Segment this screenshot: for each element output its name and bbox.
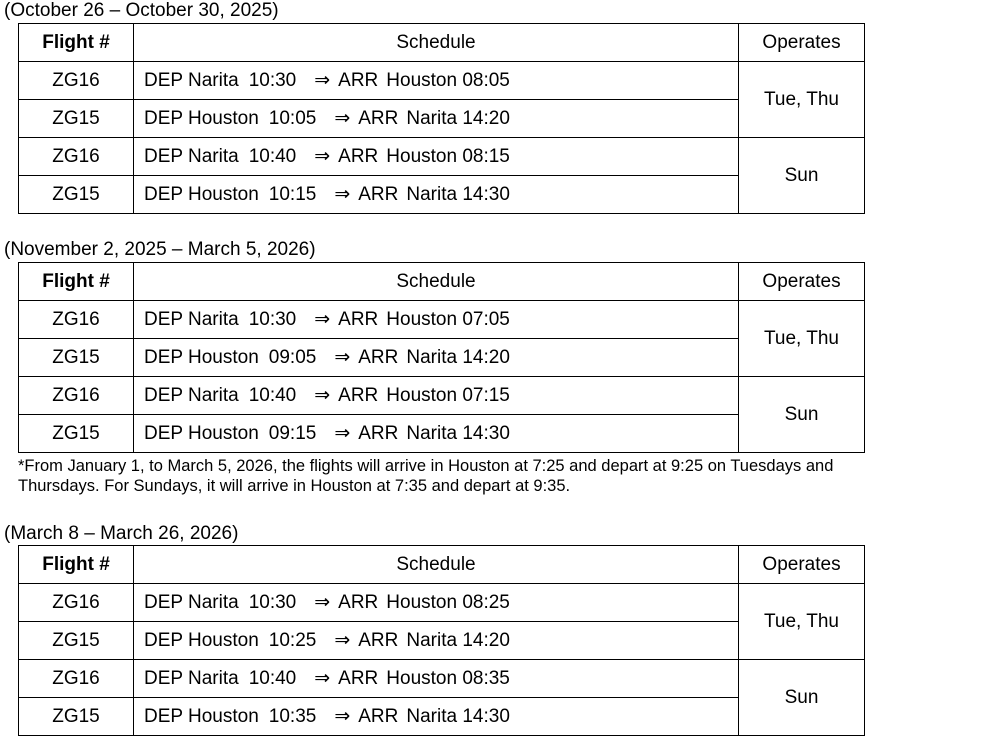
departure-label: DEP Houston	[144, 706, 259, 727]
period-title: (March 8 – March 26, 2026)	[4, 523, 239, 544]
arrow-icon: ⇒	[314, 592, 331, 613]
schedule-column-header: Schedule	[134, 263, 739, 301]
departure-time: 10:25	[268, 630, 317, 651]
table-row	[19, 176, 865, 214]
table-header-row	[19, 24, 865, 62]
schedule-cell	[134, 660, 739, 698]
arrow-icon: ⇒	[334, 108, 351, 129]
arrow-icon: ⇒	[314, 668, 331, 689]
operates-column-header: Operates	[739, 24, 865, 62]
departure-time: 10:30	[248, 592, 297, 613]
operates-days: Tue, Thu	[739, 584, 865, 660]
table-row	[19, 660, 865, 698]
departure-label: DEP Houston	[144, 630, 259, 651]
arrow-icon: ⇒	[314, 309, 331, 330]
period-title: (November 2, 2025 – March 5, 2026)	[4, 239, 316, 260]
departure-label: DEP Houston	[144, 184, 259, 205]
arrival-city-time: Houston 08:05	[386, 70, 510, 91]
flight-number: ZG16	[19, 301, 134, 339]
flight-number: ZG16	[19, 377, 134, 415]
table-row	[19, 138, 865, 176]
schedule-cell	[134, 377, 739, 415]
schedule-cell	[134, 339, 739, 377]
flight-column-header: Flight #	[19, 263, 134, 301]
departure-time: 10:30	[248, 309, 297, 330]
operates-days: Sun	[739, 660, 865, 736]
arrow-icon: ⇒	[334, 630, 351, 651]
schedule-column-header: Schedule	[134, 24, 739, 62]
operates-days: Sun	[739, 377, 865, 453]
arrival-label: ARR	[338, 309, 379, 330]
table-header-row	[19, 546, 865, 584]
arrival-city-time: Narita 14:30	[406, 184, 510, 205]
table-row	[19, 698, 865, 736]
departure-time: 10:30	[248, 70, 297, 91]
departure-label: DEP Narita	[144, 385, 239, 406]
departure-time: 10:05	[268, 108, 317, 129]
arrow-icon: ⇒	[334, 423, 351, 444]
flight-number: ZG16	[19, 584, 134, 622]
flight-number: ZG16	[19, 138, 134, 176]
schedule-cell	[134, 62, 739, 100]
flight-number: ZG15	[19, 176, 134, 214]
schedule-cell	[134, 584, 739, 622]
table-row	[19, 584, 865, 622]
schedule-cell	[134, 100, 739, 138]
schedule-cell	[134, 301, 739, 339]
operates-column-header: Operates	[739, 546, 865, 584]
departure-time: 10:40	[248, 146, 297, 167]
departure-label: DEP Houston	[144, 108, 259, 129]
arrival-label: ARR	[358, 347, 399, 368]
departure-label: DEP Houston	[144, 423, 259, 444]
arrival-label: ARR	[358, 706, 399, 727]
arrival-city-time: Houston 08:25	[386, 592, 510, 613]
table-row	[19, 62, 865, 100]
arrival-city-time: Narita 14:30	[406, 423, 510, 444]
arrival-label: ARR	[338, 668, 379, 689]
operates-column-header: Operates	[739, 263, 865, 301]
operates-days: Tue, Thu	[739, 301, 865, 377]
schedule-column-header: Schedule	[134, 546, 739, 584]
arrow-icon: ⇒	[314, 385, 331, 406]
departure-label: DEP Narita	[144, 309, 239, 330]
table-row	[19, 377, 865, 415]
flight-column-header: Flight #	[19, 24, 134, 62]
departure-label: DEP Narita	[144, 592, 239, 613]
arrival-city-time: Houston 07:05	[386, 309, 510, 330]
operates-days: Tue, Thu	[739, 62, 865, 138]
schedule-table	[18, 23, 865, 214]
operates-days: Sun	[739, 138, 865, 214]
schedule-footnote	[18, 456, 984, 496]
footnote-line: *From January 1, to March 5, 2026, the flights will arrive in Houston at 7:25 and depart at 9:25 on Tuesdays and	[18, 457, 834, 475]
table-row	[19, 622, 865, 660]
schedule-table	[18, 262, 865, 453]
table-header-row	[19, 263, 865, 301]
arrow-icon: ⇒	[314, 70, 331, 91]
departure-label: DEP Narita	[144, 146, 239, 167]
arrival-label: ARR	[338, 385, 379, 406]
arrival-city-time: Houston 07:15	[386, 385, 510, 406]
schedule-cell	[134, 622, 739, 660]
arrival-label: ARR	[358, 630, 399, 651]
flight-number: ZG15	[19, 622, 134, 660]
schedule-cell	[134, 415, 739, 453]
arrival-label: ARR	[358, 423, 399, 444]
arrival-city-time: Narita 14:30	[406, 706, 510, 727]
arrival-label: ARR	[338, 146, 379, 167]
departure-time: 09:05	[268, 347, 317, 368]
arrival-city-time: Houston 08:15	[386, 146, 510, 167]
arrow-icon: ⇒	[334, 184, 351, 205]
arrival-label: ARR	[338, 592, 379, 613]
arrow-icon: ⇒	[334, 347, 351, 368]
table-row	[19, 301, 865, 339]
flight-number: ZG16	[19, 62, 134, 100]
flight-number: ZG15	[19, 698, 134, 736]
arrival-label: ARR	[338, 70, 379, 91]
table-row	[19, 415, 865, 453]
schedule-cell	[134, 138, 739, 176]
flight-number: ZG15	[19, 339, 134, 377]
departure-label: DEP Narita	[144, 70, 239, 91]
footnote-line: Thursdays. For Sundays, it will arrive in Houston at 7:35 and depart at 9:35.	[18, 477, 571, 495]
period-title: (October 26 – October 30, 2025)	[4, 0, 279, 21]
departure-time: 10:40	[248, 668, 297, 689]
schedule-table	[18, 545, 865, 736]
table-row	[19, 339, 865, 377]
departure-time: 10:40	[248, 385, 297, 406]
table-row	[19, 100, 865, 138]
arrow-icon: ⇒	[334, 706, 351, 727]
flight-number: ZG15	[19, 415, 134, 453]
departure-label: DEP Houston	[144, 347, 259, 368]
schedule-cell	[134, 176, 739, 214]
departure-time: 09:15	[268, 423, 317, 444]
departure-time: 10:15	[268, 184, 317, 205]
schedule-cell	[134, 698, 739, 736]
arrow-icon: ⇒	[314, 146, 331, 167]
flight-number: ZG15	[19, 100, 134, 138]
flight-number: ZG16	[19, 660, 134, 698]
arrival-label: ARR	[358, 184, 399, 205]
flight-column-header: Flight #	[19, 546, 134, 584]
departure-label: DEP Narita	[144, 668, 239, 689]
departure-time: 10:35	[268, 706, 317, 727]
arrival-city-time: Narita 14:20	[406, 347, 510, 368]
arrival-city-time: Narita 14:20	[406, 630, 510, 651]
arrival-city-time: Narita 14:20	[406, 108, 510, 129]
arrival-city-time: Houston 08:35	[386, 668, 510, 689]
arrival-label: ARR	[358, 108, 399, 129]
